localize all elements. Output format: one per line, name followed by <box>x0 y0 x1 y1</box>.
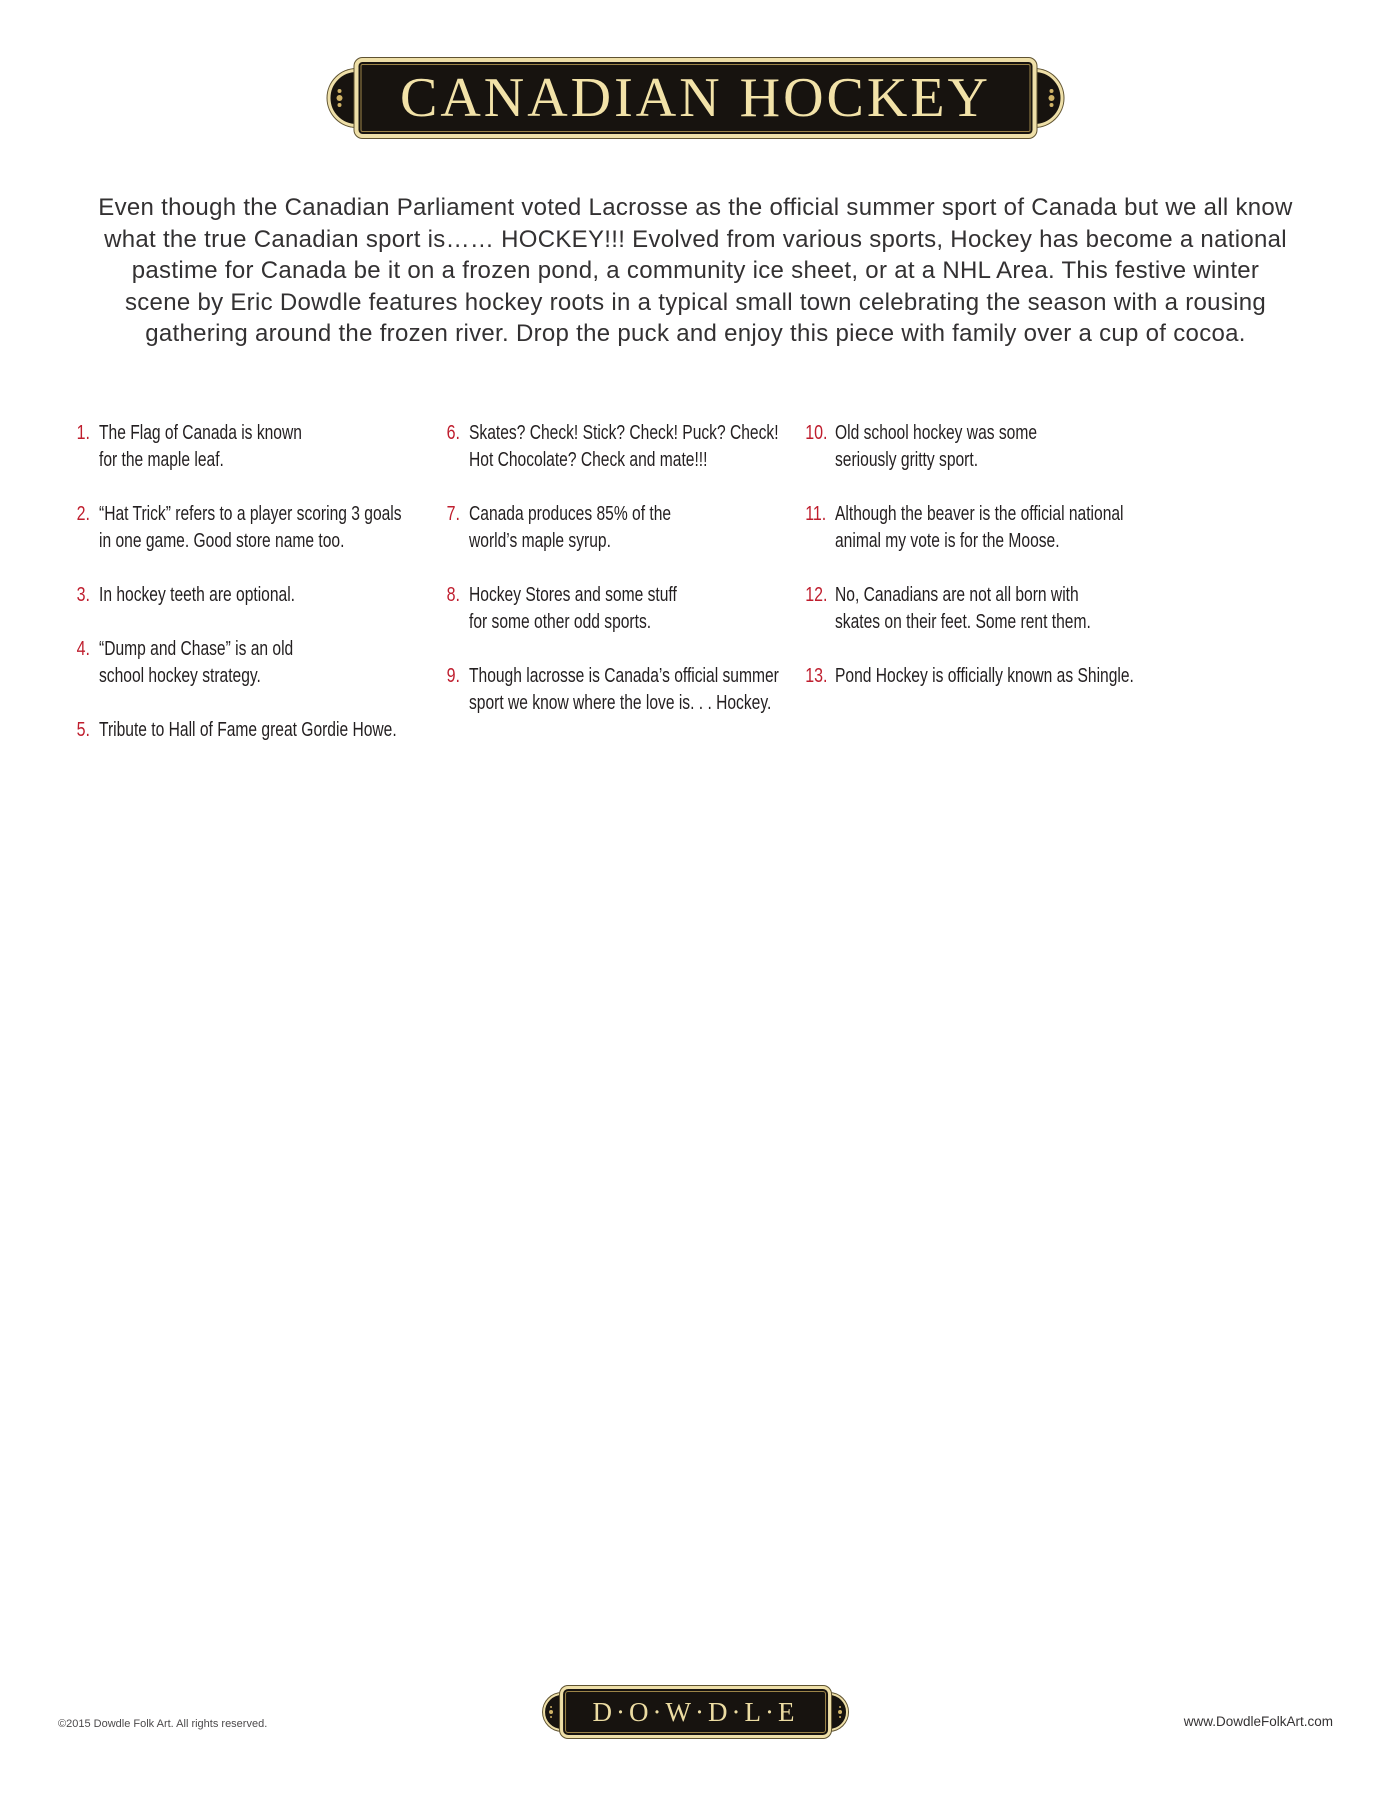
legend-item-text <box>835 582 1091 636</box>
title-banner <box>354 58 1037 138</box>
legend-item-7 <box>434 501 800 555</box>
legend-item-number: 6. <box>446 422 460 444</box>
legend-item-12 <box>800 582 1351 636</box>
legend-line: The Flag of Canada is known <box>99 422 302 444</box>
legend-item-number: 2. <box>76 503 90 525</box>
dowdle-logo-banner <box>560 1686 832 1738</box>
legend-item-text <box>469 582 677 636</box>
legend-line: No, Canadians are not all born with <box>835 584 1079 606</box>
legend-item-6 <box>434 420 800 474</box>
legend-item-text <box>835 420 1037 474</box>
fan-ornament-icon <box>838 1710 842 1714</box>
intro-line: scene by Eric Dowdle features hockey roots in a typical small town celebrating the season with a rousing <box>124 288 1267 316</box>
legend-item-text <box>99 717 397 744</box>
legend-item-text <box>835 663 1134 690</box>
legend-column-2 <box>434 420 800 771</box>
legend-item-text <box>835 501 1124 555</box>
legend-item-8 <box>434 582 800 636</box>
legend <box>64 420 1351 771</box>
legend-item-number: 8. <box>446 584 460 606</box>
fan-ornament-icon <box>336 95 342 101</box>
intro-line: gathering around the frozen river. Drop the puck and enjoy this piece with family over a cup of cocoa. <box>145 320 1246 347</box>
legend-line: Tribute to Hall of Fame great Gordie Howe. <box>99 719 397 741</box>
intro-paragraph <box>0 192 1391 350</box>
legend-line: school hockey strategy. <box>99 665 261 687</box>
legend-item-number: 11. <box>805 503 827 525</box>
legend-line: “Hat Trick” refers to a player scoring 3 goals <box>99 503 402 525</box>
legend-line: sport we know where the love is. . . Hockey. <box>469 692 772 714</box>
intro-line: pastime for Canada be it on a frozen pond, a community ice sheet, or at a NHL Area. This festive winter <box>131 257 1260 284</box>
legend-line: in one game. Good store name too. <box>99 530 345 552</box>
legend-line: Old school hockey was some <box>835 422 1038 444</box>
copyright-text: ©2015 Dowdle Folk Art. All rights reserved. <box>58 1718 268 1730</box>
legend-item-number: 1. <box>76 422 90 444</box>
fan-ornament-icon <box>549 1710 553 1714</box>
legend-item-text <box>469 420 779 474</box>
legend-item-number: 10. <box>805 422 828 444</box>
legend-line: Skates? Check! Stick? Check! Puck? Check! <box>469 422 779 444</box>
legend-item-number: 5. <box>76 719 90 741</box>
legend-item-1 <box>64 420 434 474</box>
legend-item-text <box>99 582 295 609</box>
legend-item-number: 4. <box>76 638 90 660</box>
legend-item-text <box>99 636 293 690</box>
legend-item-10 <box>800 420 1351 474</box>
legend-line: Though lacrosse is Canada’s official summer <box>469 665 779 687</box>
legend-column-3 <box>800 420 1351 771</box>
legend-item-text <box>469 501 671 555</box>
legend-item-2 <box>64 501 434 555</box>
legend-item-9 <box>434 663 800 717</box>
dowdle-logo-text: D·O·W·D·L·E <box>560 1686 832 1738</box>
legend-line: seriously gritty sport. <box>835 449 979 471</box>
legend-line: Although the beaver is the official national <box>835 503 1124 525</box>
legend-line: animal my vote is for the Moose. <box>835 530 1060 552</box>
legend-item-5 <box>64 717 434 744</box>
legend-line: Hot Chocolate? Check and mate!!! <box>469 449 708 471</box>
fan-ornament-icon <box>1049 95 1055 101</box>
legend-item-number: 12. <box>805 584 828 606</box>
legend-line: for the maple leaf. <box>99 449 224 471</box>
legend-item-11 <box>800 501 1351 555</box>
legend-item-number: 7. <box>446 503 460 525</box>
legend-line: Canada produces 85% of the <box>469 503 672 525</box>
page-title: CANADIAN HOCKEY <box>354 58 1037 138</box>
legend-item-text <box>99 420 302 474</box>
legend-item-text <box>469 663 779 717</box>
legend-line: “Dump and Chase” is an old <box>99 638 294 660</box>
legend-item-text <box>99 501 402 555</box>
legend-item-4 <box>64 636 434 690</box>
legend-line: Pond Hockey is officially known as Shingle. <box>835 665 1134 687</box>
website-text: www.DowdleFolkArt.com <box>1183 1714 1333 1729</box>
legend-item-13 <box>800 663 1351 690</box>
legend-line: In hockey teeth are optional. <box>99 584 295 606</box>
legend-item-number: 13. <box>805 665 828 687</box>
legend-item-3 <box>64 582 434 609</box>
legend-line: Hockey Stores and some stuff <box>469 584 677 606</box>
legend-item-number: 9. <box>446 665 460 687</box>
intro-line: what the true Canadian sport is…… HOCKEY!!! Evolved from various sports, Hockey has become a national <box>104 225 1287 253</box>
legend-line: skates on their feet. Some rent them. <box>835 611 1091 633</box>
legend-line: world’s maple syrup. <box>469 530 611 552</box>
legend-item-number: 3. <box>76 584 90 606</box>
intro-line: Even though the Canadian Parliament voted Lacrosse as the official summer sport of Canada but we all know <box>98 194 1293 221</box>
legend-column-1 <box>64 420 434 771</box>
legend-line: for some other odd sports. <box>469 611 652 633</box>
